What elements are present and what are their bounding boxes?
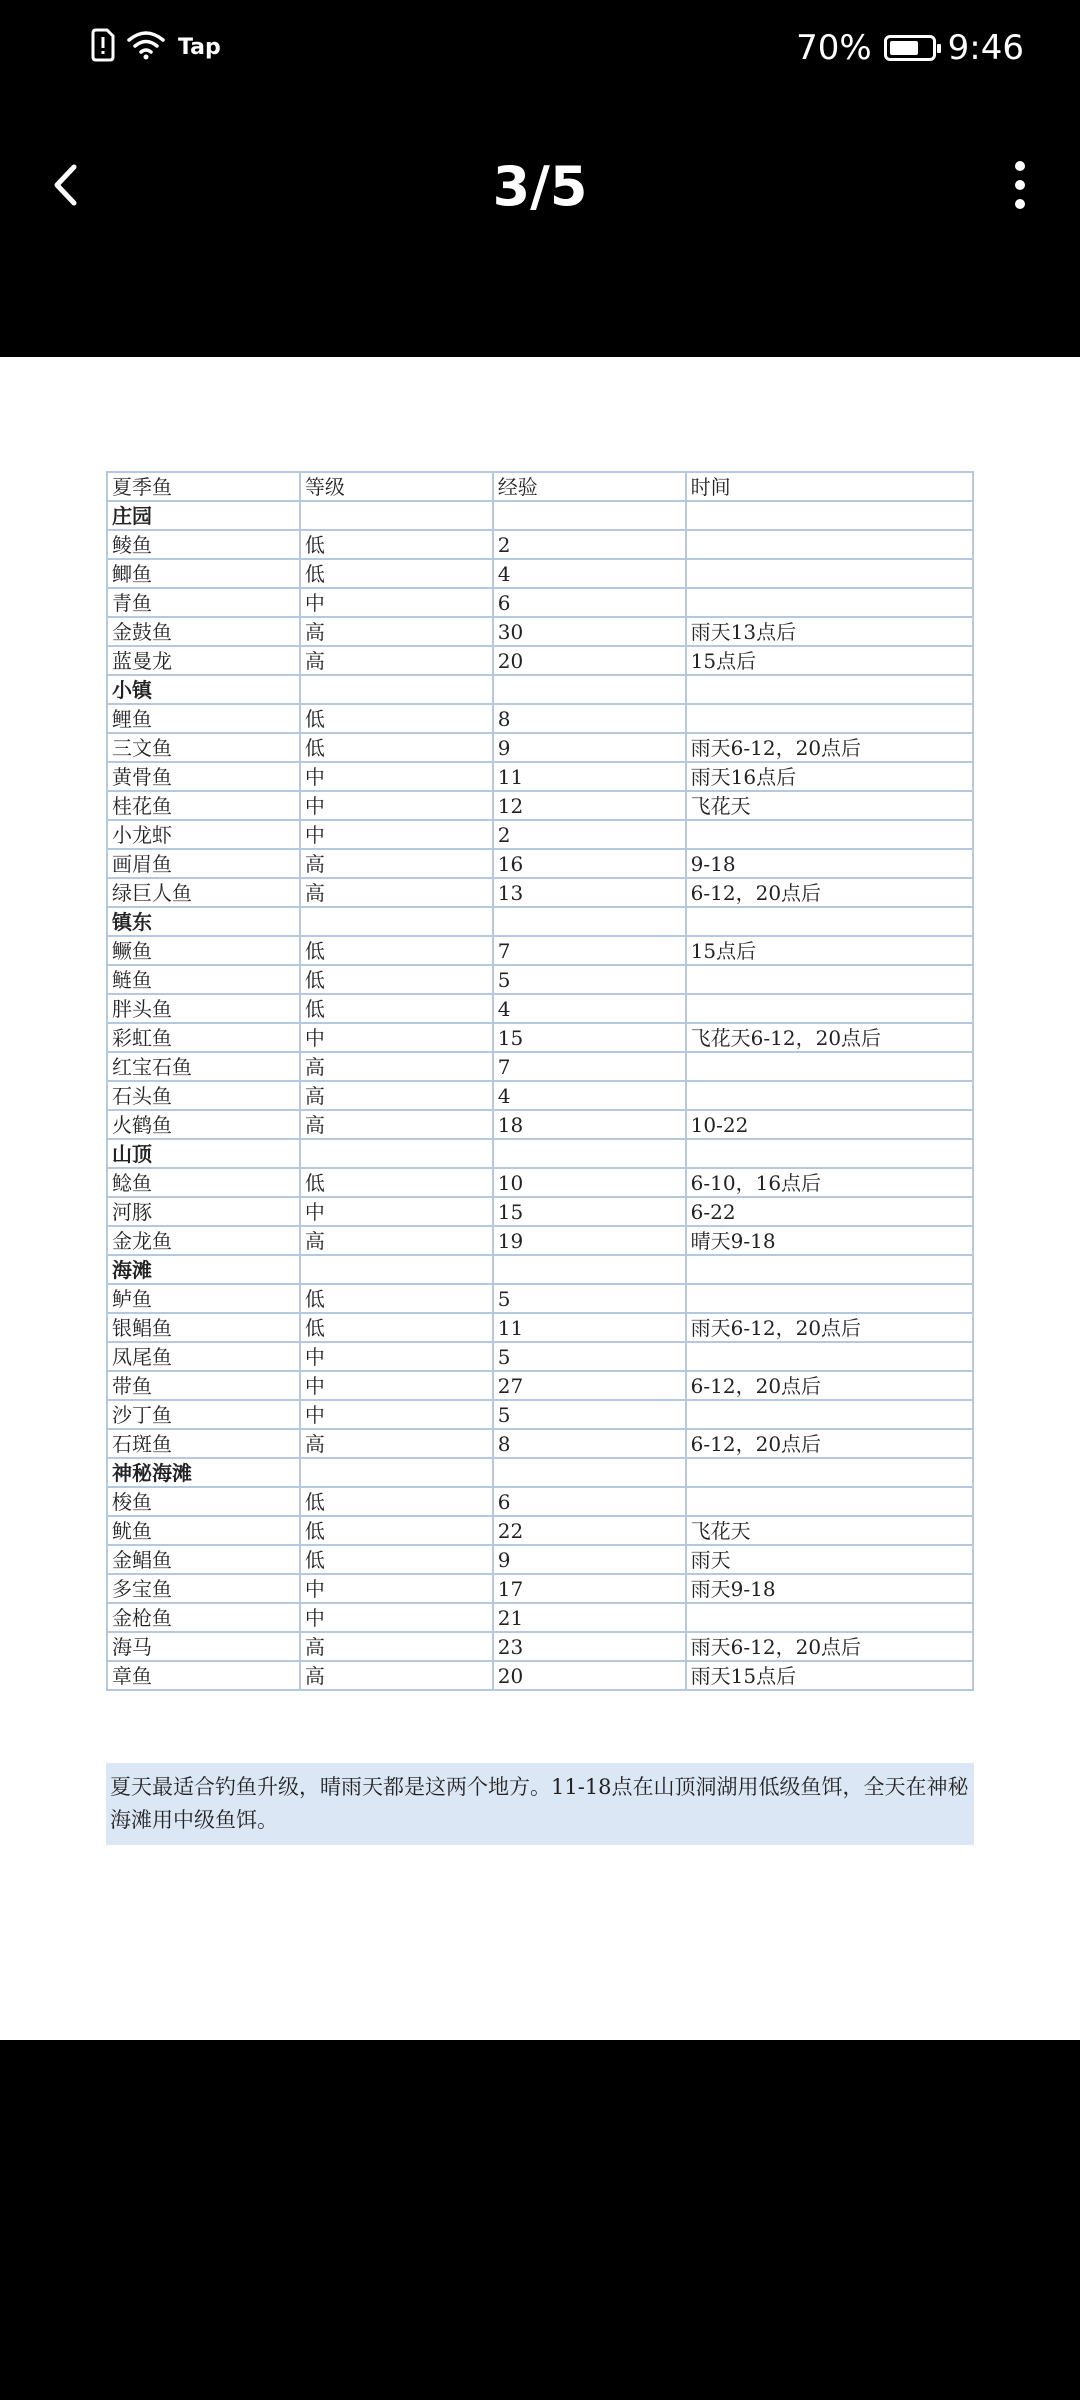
table-cell: 16 <box>493 849 686 878</box>
table-cell: 低 <box>300 994 493 1023</box>
table-row <box>107 936 973 965</box>
table-cell: 低 <box>300 704 493 733</box>
table-cell: 低 <box>300 733 493 762</box>
table-cell <box>686 1081 973 1110</box>
table-cell <box>300 1255 493 1284</box>
table-cell: 雨天16点后 <box>686 762 973 791</box>
table-cell: 19 <box>493 1226 686 1255</box>
table-cell <box>300 675 493 704</box>
table-cell <box>300 1458 493 1487</box>
table-cell: 青鱼 <box>107 588 300 617</box>
table-row <box>107 1052 973 1081</box>
table-cell: 高 <box>300 878 493 907</box>
table-cell: 河豚 <box>107 1197 300 1226</box>
table-cell: 中 <box>300 1342 493 1371</box>
table-cell <box>493 501 686 530</box>
section-label: 山顶 <box>107 1139 300 1168</box>
table-cell: 桂花鱼 <box>107 791 300 820</box>
table-row <box>107 1574 973 1603</box>
status-bar <box>0 0 1080 105</box>
table-cell: 15 <box>493 1197 686 1226</box>
table-cell: 中 <box>300 1371 493 1400</box>
table-cell: 雨天13点后 <box>686 617 973 646</box>
table-cell: 雨天6-12，20点后 <box>686 1632 973 1661</box>
table-cell: 8 <box>493 1429 686 1458</box>
header-cell: 等级 <box>300 472 493 501</box>
table-cell: 12 <box>493 791 686 820</box>
table-row <box>107 530 973 559</box>
table-cell <box>686 1139 973 1168</box>
table-cell: 7 <box>493 1052 686 1081</box>
table-cell <box>686 1342 973 1371</box>
table-cell: 高 <box>300 1110 493 1139</box>
table-row <box>107 588 973 617</box>
table-cell: 高 <box>300 1226 493 1255</box>
table-cell: 沙丁鱼 <box>107 1400 300 1429</box>
table-cell: 飞花天 <box>686 1516 973 1545</box>
table-cell <box>686 1603 973 1632</box>
section-label: 神秘海滩 <box>107 1458 300 1487</box>
table-cell: 金鲳鱼 <box>107 1545 300 1574</box>
table-cell: 银鲳鱼 <box>107 1313 300 1342</box>
table-row <box>107 1371 973 1400</box>
section-label: 庄园 <box>107 501 300 530</box>
table-cell: 低 <box>300 936 493 965</box>
battery-icon <box>884 35 936 61</box>
table-row <box>107 1226 973 1255</box>
wifi-icon <box>126 29 166 65</box>
table-cell <box>493 907 686 936</box>
table-cell: 金龙鱼 <box>107 1226 300 1255</box>
table-row <box>107 1429 973 1458</box>
table-cell: 火鹤鱼 <box>107 1110 300 1139</box>
table-section-row <box>107 1255 973 1284</box>
table-cell: 30 <box>493 617 686 646</box>
table-cell: 红宝石鱼 <box>107 1052 300 1081</box>
table-cell: 6 <box>493 588 686 617</box>
table-cell: 4 <box>493 994 686 1023</box>
table-cell: 低 <box>300 1516 493 1545</box>
table-cell: 飞花天6-12，20点后 <box>686 1023 973 1052</box>
table-cell <box>686 704 973 733</box>
table-cell: 鲫鱼 <box>107 559 300 588</box>
table-cell: 4 <box>493 1081 686 1110</box>
more-options-button[interactable] <box>990 155 1050 215</box>
table-cell: 石斑鱼 <box>107 1429 300 1458</box>
table-cell: 蓝曼龙 <box>107 646 300 675</box>
document-page[interactable] <box>0 357 1080 2040</box>
table-cell: 飞花天 <box>686 791 973 820</box>
table-cell <box>493 1458 686 1487</box>
table-cell: 高 <box>300 646 493 675</box>
table-row <box>107 617 973 646</box>
table-cell <box>686 530 973 559</box>
table-cell: 低 <box>300 559 493 588</box>
table-cell: 15点后 <box>686 936 973 965</box>
table-cell: 9-18 <box>686 849 973 878</box>
table-row <box>107 1400 973 1429</box>
table-cell: 18 <box>493 1110 686 1139</box>
table-section-row <box>107 1458 973 1487</box>
table-cell: 23 <box>493 1632 686 1661</box>
table-cell <box>686 501 973 530</box>
table-cell <box>686 994 973 1023</box>
table-cell <box>686 559 973 588</box>
table-cell: 17 <box>493 1574 686 1603</box>
table-cell: 2 <box>493 820 686 849</box>
table-cell: 高 <box>300 1429 493 1458</box>
table-row <box>107 733 973 762</box>
header-cell: 夏季鱼 <box>107 472 300 501</box>
table-row <box>107 1603 973 1632</box>
table-row <box>107 1023 973 1052</box>
table-cell <box>493 675 686 704</box>
table-cell: 6-12，20点后 <box>686 878 973 907</box>
table-cell: 6-12，20点后 <box>686 1429 973 1458</box>
table-cell: 石头鱼 <box>107 1081 300 1110</box>
table-cell: 章鱼 <box>107 1661 300 1690</box>
table-row <box>107 1545 973 1574</box>
table-header-row <box>107 472 973 501</box>
table-cell: 绿巨人鱼 <box>107 878 300 907</box>
fish-table <box>106 471 974 1691</box>
table-cell: 低 <box>300 1168 493 1197</box>
table-cell: 海马 <box>107 1632 300 1661</box>
table-cell: 高 <box>300 1081 493 1110</box>
table-cell: 5 <box>493 1342 686 1371</box>
table-row <box>107 1516 973 1545</box>
table-row <box>107 704 973 733</box>
page-indicator: 3/5 <box>492 155 588 218</box>
table-cell: 高 <box>300 617 493 646</box>
table-cell: 27 <box>493 1371 686 1400</box>
table-cell <box>686 1052 973 1081</box>
table-cell: 10 <box>493 1168 686 1197</box>
table-row <box>107 1342 973 1371</box>
table-cell: 金枪鱼 <box>107 1603 300 1632</box>
table-cell: 雨天 <box>686 1545 973 1574</box>
table-section-row <box>107 501 973 530</box>
more-vertical-icon <box>990 155 1050 215</box>
table-cell: 6-10，16点后 <box>686 1168 973 1197</box>
table-cell <box>686 1487 973 1516</box>
table-cell: 10-22 <box>686 1110 973 1139</box>
table-cell: 鱿鱼 <box>107 1516 300 1545</box>
table-cell: 低 <box>300 1313 493 1342</box>
table-row <box>107 1487 973 1516</box>
table-cell: 中 <box>300 588 493 617</box>
section-label: 镇东 <box>107 907 300 936</box>
table-cell: 低 <box>300 1545 493 1574</box>
table-cell <box>686 820 973 849</box>
table-cell: 雨天6-12，20点后 <box>686 1313 973 1342</box>
table-cell: 11 <box>493 762 686 791</box>
table-row <box>107 1197 973 1226</box>
table-cell <box>300 1139 493 1168</box>
table-cell: 黄骨鱼 <box>107 762 300 791</box>
table-cell: 鲈鱼 <box>107 1284 300 1313</box>
table-cell: 中 <box>300 1400 493 1429</box>
table-cell: 彩虹鱼 <box>107 1023 300 1052</box>
table-cell <box>300 907 493 936</box>
table-cell: 中 <box>300 1574 493 1603</box>
table-cell: 高 <box>300 1661 493 1690</box>
table-cell <box>493 1139 686 1168</box>
table-cell: 9 <box>493 733 686 762</box>
table-cell: 6-12，20点后 <box>686 1371 973 1400</box>
table-cell: 雨天9-18 <box>686 1574 973 1603</box>
table-row <box>107 878 973 907</box>
battery-fill <box>890 41 918 55</box>
sim-alert-icon <box>90 28 116 66</box>
table-cell: 4 <box>493 559 686 588</box>
table-cell: 8 <box>493 704 686 733</box>
table-cell <box>686 1400 973 1429</box>
table-cell <box>686 1255 973 1284</box>
battery-percent: 70% <box>796 28 872 68</box>
table-cell: 中 <box>300 1197 493 1226</box>
table-row <box>107 791 973 820</box>
table-cell: 9 <box>493 1545 686 1574</box>
table-cell: 6 <box>493 1487 686 1516</box>
table-cell: 三文鱼 <box>107 733 300 762</box>
table-cell: 小龙虾 <box>107 820 300 849</box>
table-section-row <box>107 1139 973 1168</box>
table-cell: 鳜鱼 <box>107 936 300 965</box>
table-cell: 鲮鱼 <box>107 530 300 559</box>
table-cell <box>686 907 973 936</box>
table-row <box>107 1632 973 1661</box>
table-row <box>107 849 973 878</box>
table-row <box>107 559 973 588</box>
table-row <box>107 965 973 994</box>
table-cell: 7 <box>493 936 686 965</box>
battery-cap <box>937 44 941 53</box>
table-cell: 11 <box>493 1313 686 1342</box>
table-cell: 13 <box>493 878 686 907</box>
table-row <box>107 1168 973 1197</box>
table-cell <box>686 965 973 994</box>
table-cell: 鲤鱼 <box>107 704 300 733</box>
table-cell: 高 <box>300 1052 493 1081</box>
status-left <box>90 28 221 66</box>
section-label: 海滩 <box>107 1255 300 1284</box>
table-cell: 多宝鱼 <box>107 1574 300 1603</box>
fish-table-body <box>107 472 973 1690</box>
table-cell: 中 <box>300 1023 493 1052</box>
table-cell: 雨天6-12，20点后 <box>686 733 973 762</box>
table-cell: 雨天15点后 <box>686 1661 973 1690</box>
table-cell: 中 <box>300 791 493 820</box>
table-cell: 金鼓鱼 <box>107 617 300 646</box>
status-right <box>796 28 1024 68</box>
table-cell: 20 <box>493 1661 686 1690</box>
table-cell: 20 <box>493 646 686 675</box>
header-cell: 经验 <box>493 472 686 501</box>
table-cell: 梭鱼 <box>107 1487 300 1516</box>
table-cell: 中 <box>300 1603 493 1632</box>
table-cell: 中 <box>300 762 493 791</box>
table-cell <box>300 501 493 530</box>
table-row <box>107 1110 973 1139</box>
table-cell: 22 <box>493 1516 686 1545</box>
table-cell: 低 <box>300 1487 493 1516</box>
viewer-top-bar <box>0 110 1080 260</box>
table-cell <box>686 1284 973 1313</box>
table-cell: 带鱼 <box>107 1371 300 1400</box>
table-cell: 高 <box>300 1632 493 1661</box>
table-cell: 鲢鱼 <box>107 965 300 994</box>
section-label: 小镇 <box>107 675 300 704</box>
table-row <box>107 1661 973 1690</box>
table-cell <box>686 1458 973 1487</box>
table-cell: 5 <box>493 965 686 994</box>
table-cell: 中 <box>300 820 493 849</box>
table-section-row <box>107 907 973 936</box>
table-row <box>107 1081 973 1110</box>
table-cell: 2 <box>493 530 686 559</box>
summary-note: 夏天最适合钓鱼升级，晴雨天都是这两个地方。11-18点在山顶洞湖用低级鱼饵，全天在神秘海滩用中级鱼饵。 <box>106 1763 974 1845</box>
table-cell <box>686 588 973 617</box>
table-cell: 凤尾鱼 <box>107 1342 300 1371</box>
table-cell: 低 <box>300 530 493 559</box>
table-cell: 高 <box>300 849 493 878</box>
table-row <box>107 1313 973 1342</box>
table-cell: 鲶鱼 <box>107 1168 300 1197</box>
table-cell <box>493 1255 686 1284</box>
table-row <box>107 1284 973 1313</box>
table-cell: 5 <box>493 1284 686 1313</box>
table-section-row <box>107 675 973 704</box>
table-cell: 6-22 <box>686 1197 973 1226</box>
table-row <box>107 762 973 791</box>
table-cell: 15点后 <box>686 646 973 675</box>
table-cell: 15 <box>493 1023 686 1052</box>
header-cell: 时间 <box>686 472 973 501</box>
table-cell: 胖头鱼 <box>107 994 300 1023</box>
table-row <box>107 646 973 675</box>
status-label: Tap <box>178 34 221 60</box>
table-cell <box>686 675 973 704</box>
table-row <box>107 994 973 1023</box>
table-cell: 低 <box>300 1284 493 1313</box>
table-cell: 21 <box>493 1603 686 1632</box>
table-cell: 5 <box>493 1400 686 1429</box>
table-cell: 晴天9-18 <box>686 1226 973 1255</box>
clock: 9:46 <box>947 28 1024 68</box>
table-cell: 低 <box>300 965 493 994</box>
table-row <box>107 820 973 849</box>
table-cell: 画眉鱼 <box>107 849 300 878</box>
